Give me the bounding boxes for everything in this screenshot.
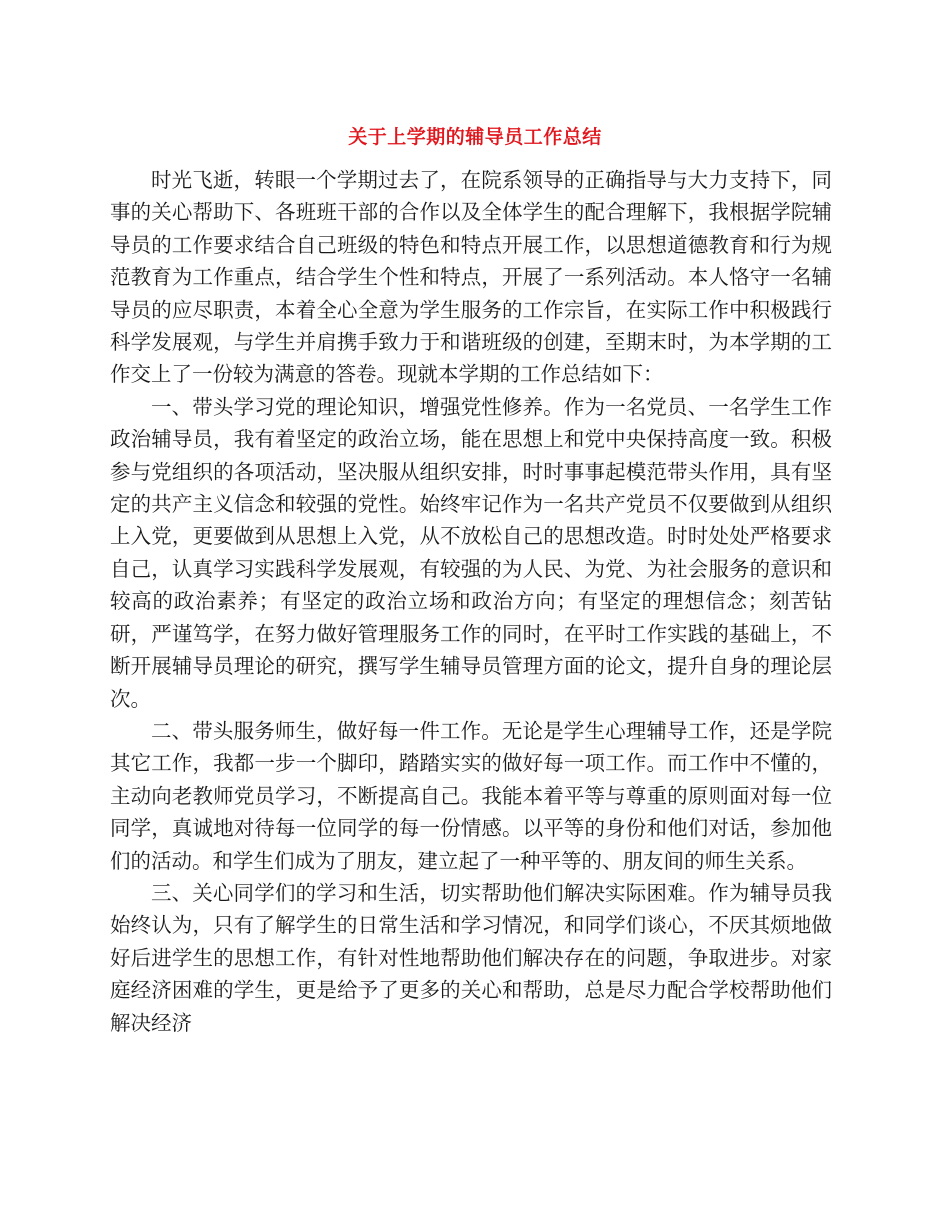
paragraph-section-3: 三、关心同学们的学习和生活，切实帮助他们解决实际困难。作为辅导员我始终认为，只有了解学生的日常生活和学习情况，和同学们谈心，不厌其烦地做好后进学生的思想工作，有针对性地帮助他们解决存在的问题，争取进步。对家庭经济困难的学生，更是给予了更多的关心和帮助，总是尽力配合学校帮助他们解决经济 — [110, 880, 832, 1035]
document-title: 关于上学期的辅导员工作总结 — [348, 126, 602, 148]
paragraph-section-1: 一、带头学习党的理论知识，增强党性修养。作为一名党员、一名学生工作政治辅导员，我有着坚定的政治立场，能在思想上和党中央保持高度一致。积极参与党组织的各项活动，坚决服从组织安排，时时事事起模范带头作用，具有坚定的共产主义信念和较强的党性。始终牢记作为一名共产党员不仅要做到从组织上入党，更要做到从思想上入党，从不放松自己的思想改造。时时处处严格要求自己，认真学习实践科学发展观，有较强的为人民、为党、为社会服务的意识和较高的政治素养；有坚定的政治立场和政治方向；有坚定的理想信念；刻苦钻研，严谨笃学，在努力做好管理服务工作的同时，在平时工作实践的基础上，不断开展辅导员理论的研究，撰写学生辅导员管理方面的论文，提升自身的理论层次。 — [110, 394, 832, 711]
document-body — [110, 164, 832, 1039]
paragraph-intro: 时光飞逝，转眼一个学期过去了，在院系领导的正确指导与大力支持下，同事的关心帮助下、各班班干部的合作以及全体学生的配合理解下，我根据学院辅导员的工作要求结合自己班级的特色和特点开展工作，以思想道德教育和行为规范教育为工作重点，结合学生个性和特点，开展了一系列活动。本人恪守一名辅导员的应尽职责，本着全心全意为学生服务的工作宗旨，在实际工作中积极践行科学发展观，与学生并肩携手致力于和谐班级的创建，至期末时，为本学期的工作交上了一份较为满意的答卷。现就本学期的工作总结如下： — [110, 168, 832, 387]
paragraph-section-2: 二、带头服务师生，做好每一件工作。无论是学生心理辅导工作，还是学院其它工作，我都一步一个脚印，踏踏实实的做好每一项工作。而工作中不懂的，主动向老教师党员学习，不断提高自己。我能本着平等与尊重的原则面对每一位同学，真诚地对待每一位同学的每一份情感。以平等的身份和他们对话，参加他们的活动。和学生们成为了朋友，建立起了一种平等的、朋友间的师生关系。 — [110, 718, 832, 873]
